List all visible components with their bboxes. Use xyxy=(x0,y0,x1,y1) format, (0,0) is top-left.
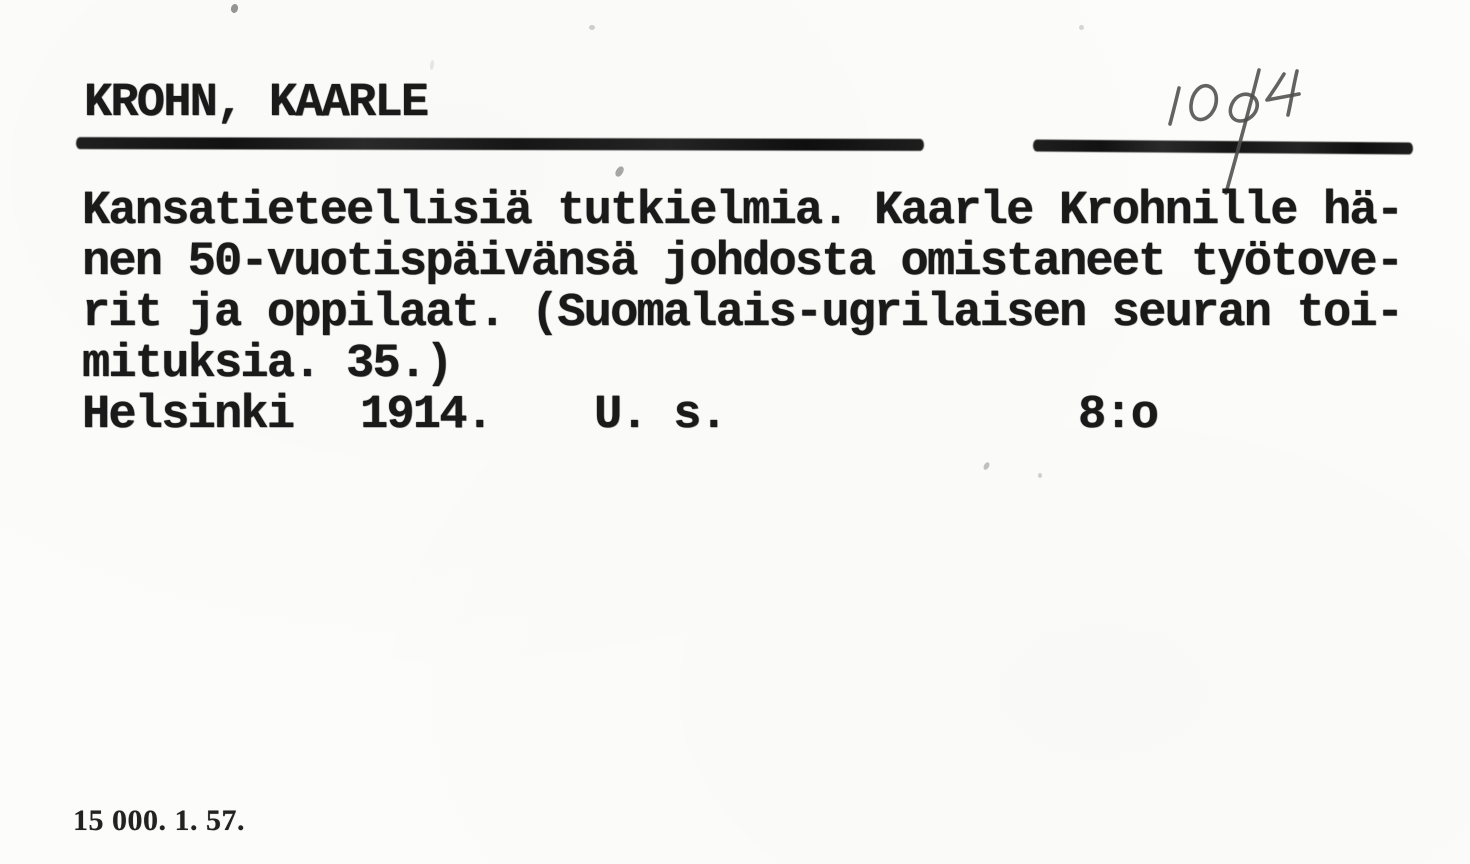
scan-speck xyxy=(589,25,595,30)
body-line-3: rit ja oppilaat. (Suomalais-ugrilaisen seuran toi- xyxy=(82,287,1403,340)
handwritten-accession-number xyxy=(1150,58,1320,203)
imprint-format: 8:o xyxy=(1078,389,1158,442)
body-line-2: nen 50-vuotispäivänsä johdosta omistaneet työtove- xyxy=(82,236,1403,289)
scan-speck xyxy=(429,60,434,70)
scan-speck xyxy=(1038,473,1042,478)
body-line-4: mituksia. 35.) xyxy=(82,338,452,391)
bibliographic-description xyxy=(82,186,1402,390)
imprint-year: 1914. xyxy=(360,389,493,442)
body-line-1: Kansatieteellisiä tutkielmia. Kaarle Krohnille hä- xyxy=(82,185,1403,238)
handwriting-strokes xyxy=(1150,58,1320,203)
author-heading: KROHN, KAARLE xyxy=(84,77,428,130)
imprint-note: U. s. xyxy=(594,389,727,442)
print-run-code: 15 000. 1. 57. xyxy=(73,804,245,837)
imprint-place: Helsinki xyxy=(82,389,294,442)
heading-underline xyxy=(76,137,924,151)
scan-speck xyxy=(230,3,239,14)
scan-speck xyxy=(614,165,625,178)
imprint-line xyxy=(0,390,1470,441)
scan-speck xyxy=(1079,25,1084,30)
scan-speck xyxy=(982,461,990,470)
